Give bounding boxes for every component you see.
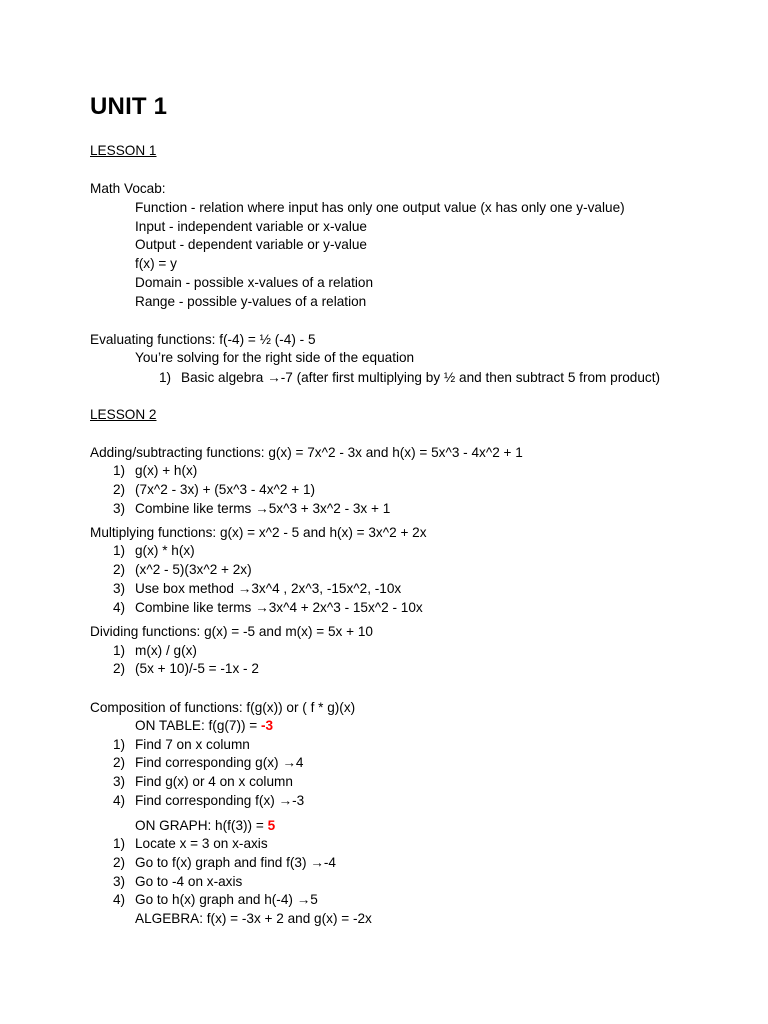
graph-step: Locate x = 3 on x-axis — [135, 836, 268, 851]
step-number: 1) — [113, 643, 126, 658]
on-graph-label: ON GRAPH: h(f(3)) = — [135, 818, 268, 833]
step-number: 2) — [113, 855, 126, 870]
table-step: Find corresponding f(x) →-3 — [135, 793, 305, 808]
table-step: Find g(x) or 4 on x column — [135, 774, 293, 789]
step-number: 3) — [113, 581, 126, 596]
step-number: 4) — [113, 793, 126, 808]
vocab-item: f(x) = y — [135, 256, 177, 271]
vocab-item: Domain - possible x-values of a relation — [135, 275, 374, 290]
algebra-line: ALGEBRA: f(x) = -3x + 2 and g(x) = -2x — [135, 911, 372, 926]
step-number: 4) — [113, 892, 126, 907]
step-number: 1) — [113, 543, 126, 558]
step-number: 2) — [113, 562, 126, 577]
multiplying-step: Combine like terms →3x^4 + 2x^3 - 15x^2 - 10x — [135, 600, 423, 615]
evaluating-note: You’re solving for the right side of the equation — [135, 350, 415, 365]
dividing-heading: Dividing functions: g(x) = -5 and m(x) = 5x + 10 — [90, 624, 373, 639]
evaluating-heading: Evaluating functions: f(-4) = ½ (-4) - 5 — [90, 332, 316, 347]
graph-step: Go to f(x) graph and find f(3) →-4 — [135, 855, 336, 870]
unit-title: UNIT 1 — [90, 93, 168, 120]
step-number: 1) — [113, 463, 126, 478]
on-table-line — [135, 717, 273, 734]
step-number: 2) — [113, 661, 126, 676]
composition-heading: Composition of functions: f(g(x)) or ( f * g)(x) — [90, 700, 356, 715]
on-table-answer: -3 — [261, 718, 274, 733]
step-number: 3) — [113, 501, 126, 516]
graph-step: Go to -4 on x-axis — [135, 874, 243, 889]
math-vocab-heading: Math Vocab: — [90, 181, 166, 196]
adding-step: g(x) + h(x) — [135, 463, 198, 478]
adding-heading: Adding/subtracting functions: g(x) = 7x^2 - 3x and h(x) = 5x^3 - 4x^2 + 1 — [90, 445, 523, 460]
multiplying-step: (x^2 - 5)(3x^2 + 2x) — [135, 562, 252, 577]
vocab-item: Input - independent variable or x-value — [135, 219, 367, 234]
multiplying-heading: Multiplying functions: g(x) = x^2 - 5 and h(x) = 3x^2 + 2x — [90, 525, 427, 540]
lesson-1-heading: LESSON 1 — [90, 143, 157, 158]
table-step: Find 7 on x column — [135, 737, 250, 752]
step-number: 2) — [113, 482, 126, 497]
step-number: 4) — [113, 600, 126, 615]
table-step: Find corresponding g(x) →4 — [135, 755, 304, 770]
vocab-item: Output - dependent variable or y-value — [135, 237, 367, 252]
lesson-2-heading: LESSON 2 — [90, 407, 157, 422]
vocab-item: Function - relation where input has only one output value (x has only one y-value) — [135, 200, 625, 215]
step-number: 1) — [159, 370, 172, 385]
step-number: 2) — [113, 755, 126, 770]
vocab-item: Range - possible y-values of a relation — [135, 294, 367, 309]
on-table-label: ON TABLE: f(g(7)) = — [135, 718, 262, 733]
multiplying-step: g(x) * h(x) — [135, 543, 195, 558]
dividing-step: (5x + 10)/-5 = -1x - 2 — [135, 661, 259, 676]
step-number: 3) — [113, 874, 126, 889]
graph-step: Go to h(x) graph and h(-4) →5 — [135, 892, 318, 907]
step-number: 1) — [113, 737, 126, 752]
step-number: 1) — [113, 836, 126, 851]
multiplying-step: Use box method →3x^4 , 2x^3, -15x^2, -10x — [135, 581, 402, 596]
evaluating-step: Basic algebra →-7 (after first multiplying by ½ and then subtract 5 from product) — [181, 370, 661, 385]
dividing-step: m(x) / g(x) — [135, 643, 197, 658]
adding-step: Combine like terms →5x^3 + 3x^2 - 3x + 1 — [135, 501, 391, 516]
on-graph-line — [135, 817, 275, 834]
adding-step: (7x^2 - 3x) + (5x^3 - 4x^2 + 1) — [135, 482, 316, 497]
on-graph-answer: 5 — [267, 818, 276, 833]
step-number: 3) — [113, 774, 126, 789]
